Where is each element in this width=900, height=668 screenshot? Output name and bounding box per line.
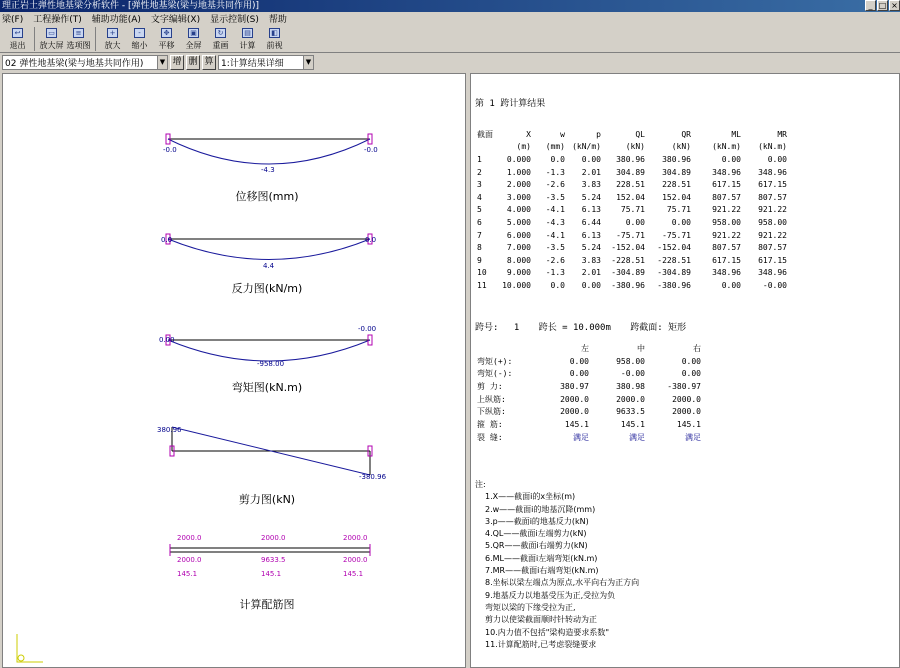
rein-value: 0.00 bbox=[569, 356, 589, 366]
pan-icon: ✥ bbox=[161, 28, 172, 38]
rein-value: 9633.5 bbox=[616, 407, 645, 417]
table-cell: 11 bbox=[477, 280, 487, 290]
table-cell: 348.96 bbox=[712, 268, 741, 278]
table-cell: 0.00 bbox=[767, 154, 787, 164]
zoom-out-button[interactable]: - 缩小 bbox=[131, 29, 148, 50]
table-cell: 304.89 bbox=[662, 167, 691, 177]
table-cell: 380.96 bbox=[616, 154, 645, 164]
rein-value: 满足 bbox=[573, 432, 589, 442]
table-row bbox=[475, 254, 789, 267]
rein-row bbox=[475, 367, 703, 380]
table-cell: -75.71 bbox=[616, 230, 645, 240]
diagram-pane[interactable] bbox=[2, 73, 466, 668]
shear-left-value: 380.96 bbox=[157, 426, 182, 434]
rein-header-cell: 右 bbox=[693, 343, 701, 353]
rein-value: 380.97 bbox=[560, 381, 589, 391]
rein-value: 满足 bbox=[685, 432, 701, 442]
table-cell: 921.22 bbox=[712, 230, 741, 240]
table-cell: X bbox=[526, 129, 531, 139]
disp-right-value: -0.0 bbox=[364, 146, 378, 154]
options-icon: ≡ bbox=[73, 28, 84, 38]
results-heading: 第 1 跨计算结果 bbox=[475, 99, 546, 109]
calculate-button[interactable]: ▤ 计算 bbox=[239, 29, 256, 50]
reinforcement-table bbox=[475, 342, 703, 444]
span-section: 跨截面: 矩形 bbox=[630, 323, 687, 333]
zoom-screen-button[interactable]: ▭ 放大屏 bbox=[39, 29, 64, 50]
table-cell: (kN.m) bbox=[758, 142, 787, 152]
bars-diagram bbox=[170, 534, 370, 578]
table-cell: 2 bbox=[477, 167, 482, 177]
table-cell: 5.24 bbox=[581, 192, 601, 202]
rein-value: 145.1 bbox=[620, 419, 645, 429]
rein-label: 弯矩(+): bbox=[477, 356, 513, 366]
table-cell: 228.51 bbox=[662, 180, 691, 190]
menu-item-help[interactable]: 帮助 bbox=[268, 15, 287, 25]
rein-row bbox=[475, 418, 703, 431]
note-line: 11.计算配筋时,已考虑裂缝要求 bbox=[485, 639, 597, 649]
pan-button[interactable]: ✥ 平移 bbox=[158, 29, 175, 50]
table-cell bbox=[475, 141, 495, 154]
table-cell: 0.0 bbox=[550, 154, 565, 164]
exit-button[interactable]: ↩ 退出 bbox=[9, 29, 26, 50]
table-cell: 3 bbox=[477, 180, 482, 190]
moment-diagram bbox=[159, 325, 376, 368]
table-cell: -2.6 bbox=[545, 255, 565, 265]
table-cell: 0.00 bbox=[581, 154, 601, 164]
bar-stirrup-right: 145.1 bbox=[343, 570, 364, 578]
note-line: 8.坐标以梁左端点为原点,水平向右为正方向 bbox=[485, 578, 640, 588]
table-cell: 0.00 bbox=[721, 154, 741, 164]
rein-value: 145.1 bbox=[676, 419, 701, 429]
table-cell: 921.22 bbox=[758, 205, 787, 215]
rein-value: 满足 bbox=[629, 432, 645, 442]
note-line: 2.w——截面i的地基沉降(mm) bbox=[485, 504, 596, 514]
table-cell: -1.3 bbox=[545, 167, 565, 177]
table-cell: MR bbox=[777, 129, 787, 139]
toolbar bbox=[0, 25, 900, 53]
reaction-left-value: 0.0 bbox=[161, 236, 173, 244]
rein-value: 958.00 bbox=[616, 356, 645, 366]
table-cell: (kN) bbox=[625, 142, 645, 152]
table-cell: -3.5 bbox=[545, 192, 565, 202]
table-cell: 10 bbox=[477, 268, 487, 278]
table-cell: 4 bbox=[477, 192, 482, 202]
bar-mid-left: 2000.0 bbox=[177, 556, 202, 564]
bar-top-left: 2000.0 bbox=[177, 534, 202, 542]
table-cell: 348.96 bbox=[712, 167, 741, 177]
table-cell: -228.51 bbox=[657, 255, 691, 265]
redraw-button[interactable]: ↻ 重画 bbox=[212, 29, 229, 50]
table-cell: -152.04 bbox=[657, 243, 691, 253]
menu-item-beam[interactable]: 梁(F) bbox=[2, 15, 24, 25]
shear-right-value: -380.96 bbox=[359, 473, 387, 481]
table-cell: 7.000 bbox=[506, 243, 531, 253]
table-cell: (kN) bbox=[671, 142, 691, 152]
table-cell: 5.000 bbox=[506, 217, 531, 227]
full-screen-icon: ▣ bbox=[188, 28, 199, 38]
rein-value: 0.00 bbox=[681, 356, 701, 366]
rein-row bbox=[475, 431, 703, 444]
zoom-in-button[interactable]: + 放大 bbox=[104, 29, 121, 50]
moment-left-value: 0.00 bbox=[159, 336, 175, 344]
notes-title: 注: bbox=[475, 480, 486, 489]
span-label: 跨号: bbox=[475, 323, 499, 333]
table-cell: 617.15 bbox=[712, 180, 741, 190]
reaction-curve bbox=[168, 239, 370, 260]
bar-stirrup-mid: 145.1 bbox=[261, 570, 282, 578]
add-button[interactable]: 增 bbox=[170, 55, 184, 70]
note-line: 7.MR——截面i右端弯矩(kN.m) bbox=[485, 566, 599, 576]
note-line: 9.地基反力以地基受压为正,受拉为负 bbox=[485, 590, 616, 600]
span-number: 1 bbox=[513, 323, 520, 333]
result-item-select[interactable] bbox=[218, 55, 314, 70]
rein-value: 145.1 bbox=[564, 419, 589, 429]
table-cell: 921.22 bbox=[758, 230, 787, 240]
table-cell: -380.96 bbox=[611, 280, 645, 290]
table-cell: -2.6 bbox=[545, 180, 565, 190]
table-cell: -4.1 bbox=[545, 230, 565, 240]
table-cell: 9.000 bbox=[506, 268, 531, 278]
table-cell: 1.000 bbox=[506, 167, 531, 177]
table-cell: 0.00 bbox=[625, 217, 645, 227]
table-cell: 5 bbox=[477, 205, 482, 215]
calculate-icon: ▤ bbox=[242, 28, 253, 38]
rein-row bbox=[475, 355, 703, 368]
table-cell: 75.71 bbox=[666, 205, 691, 215]
rein-value: 0.00 bbox=[569, 369, 589, 379]
rein-row bbox=[475, 393, 703, 406]
window-titlebar bbox=[0, 0, 900, 12]
table-cell: 807.57 bbox=[712, 192, 741, 202]
table-cell: (kN.m) bbox=[712, 142, 741, 152]
note-line: 3.p——截面i的地基反力(kN) bbox=[485, 516, 589, 526]
results-pane[interactable] bbox=[470, 73, 900, 668]
table-cell: -4.1 bbox=[545, 205, 565, 215]
note-line: 剪力以使梁截面顺时针转动为正 bbox=[485, 615, 597, 625]
table-cell: QR bbox=[681, 129, 691, 139]
table-cell: 1 bbox=[477, 154, 482, 164]
note-line: 1.X——截面i的x坐标(m) bbox=[485, 492, 576, 502]
table-cell: (m) bbox=[516, 142, 531, 152]
rein-label: 箍 筋: bbox=[477, 419, 503, 429]
table-row bbox=[475, 216, 789, 229]
menu-item-project[interactable]: 工程操作(T) bbox=[33, 15, 82, 25]
table-cell: 2.01 bbox=[581, 268, 601, 278]
calc-item-value: 02 弹性地基梁(梁与地基共同作用) bbox=[5, 58, 144, 69]
table-row bbox=[475, 229, 789, 242]
notes-block bbox=[475, 479, 639, 651]
front-view-icon: ◧ bbox=[269, 28, 280, 38]
selector-bar bbox=[0, 53, 900, 71]
shear-title: 剪力图(kN) bbox=[238, 493, 296, 506]
table-cell: 6 bbox=[477, 217, 482, 227]
calc-item-select[interactable] bbox=[2, 55, 168, 70]
moment-title: 弯矩图(kN.m) bbox=[231, 381, 303, 394]
bars-title: 计算配筋图 bbox=[239, 598, 295, 611]
table-cell: -228.51 bbox=[611, 255, 645, 265]
compute-button[interactable]: 算 bbox=[202, 55, 216, 70]
note-line: 4.QL——截面i左端剪力(kN) bbox=[485, 529, 587, 539]
table-cell: 5.24 bbox=[581, 243, 601, 253]
bar-top-right: 2000.0 bbox=[343, 534, 368, 542]
table-row bbox=[475, 166, 789, 179]
table-cell: 8.000 bbox=[506, 255, 531, 265]
table-cell: 截面 bbox=[477, 129, 493, 139]
chevron-down-icon[interactable]: ▼ bbox=[303, 56, 313, 69]
screen-icon: ▭ bbox=[46, 28, 57, 38]
table-cell: -0.00 bbox=[762, 280, 787, 290]
table-cell: 0.00 bbox=[581, 280, 601, 290]
table-cell: -304.89 bbox=[611, 268, 645, 278]
rein-value: -0.00 bbox=[620, 369, 645, 379]
table-cell: -75.71 bbox=[662, 230, 691, 240]
origin-icon bbox=[18, 655, 24, 661]
table-cell: (kN/m) bbox=[572, 142, 601, 152]
table-cell: 0.00 bbox=[671, 217, 691, 227]
options-button[interactable]: ≡ 选项图 bbox=[66, 29, 91, 50]
table-cell: 6.13 bbox=[581, 205, 601, 215]
table-cell: 6.13 bbox=[581, 230, 601, 240]
table-cell: 0.0 bbox=[550, 280, 565, 290]
redraw-icon: ↻ bbox=[215, 28, 226, 38]
displacement-curve bbox=[168, 139, 370, 164]
reaction-mid-value: 4.4 bbox=[263, 262, 275, 270]
close-button[interactable]: × bbox=[889, 0, 900, 11]
displacement-diagram bbox=[163, 134, 378, 174]
table-header-row bbox=[475, 128, 789, 141]
menu-item-display[interactable]: 显示控制(S) bbox=[210, 15, 259, 25]
zoom-out-icon: - bbox=[134, 28, 145, 38]
bar-stirrup-left: 145.1 bbox=[177, 570, 198, 578]
table-cell: (mm) bbox=[545, 142, 565, 152]
table-cell: -380.96 bbox=[657, 280, 691, 290]
reaction-right-value: 0.0 bbox=[365, 236, 377, 244]
span-length: 跨长 = 10.000m bbox=[538, 323, 611, 333]
table-cell: -1.3 bbox=[545, 268, 565, 278]
table-cell: 0.00 bbox=[721, 280, 741, 290]
zoom-in-icon: + bbox=[107, 28, 118, 38]
table-row bbox=[475, 153, 789, 166]
rein-row bbox=[475, 405, 703, 418]
rein-header-row bbox=[475, 342, 703, 355]
full-screen-button[interactable]: ▣ 全屏 bbox=[185, 29, 202, 50]
table-cell: 152.04 bbox=[616, 192, 645, 202]
table-cell: w bbox=[560, 129, 565, 139]
shear-diagram bbox=[157, 426, 387, 481]
table-row bbox=[475, 191, 789, 204]
toolbar-separator bbox=[95, 27, 96, 51]
table-row bbox=[475, 241, 789, 254]
menu-item-aux[interactable]: 辅助功能(A) bbox=[91, 15, 141, 25]
disp-mid-value: -4.3 bbox=[261, 166, 275, 174]
rein-value: 380.98 bbox=[616, 381, 645, 391]
table-cell: 6.000 bbox=[506, 230, 531, 240]
table-cell: ML bbox=[731, 129, 741, 139]
menu-bar bbox=[0, 12, 900, 25]
moment-mid-value: -958.00 bbox=[257, 360, 285, 368]
rein-value: -380.97 bbox=[667, 381, 701, 391]
table-cell: 4.000 bbox=[506, 205, 531, 215]
rein-header-cell: 中 bbox=[637, 343, 645, 353]
table-cell bbox=[475, 342, 535, 355]
rein-header-cell: 左 bbox=[581, 343, 589, 353]
bar-mid-mid: 9633.5 bbox=[261, 556, 286, 564]
table-cell: 3.83 bbox=[581, 180, 601, 190]
toolbar-separator bbox=[34, 27, 35, 51]
table-cell: 3.83 bbox=[581, 255, 601, 265]
bar-top-mid: 2000.0 bbox=[261, 534, 286, 542]
delete-button[interactable]: 删 bbox=[186, 55, 200, 70]
table-cell: 958.00 bbox=[712, 217, 741, 227]
table-cell: -152.04 bbox=[611, 243, 645, 253]
table-cell: 6.44 bbox=[581, 217, 601, 227]
table-cell: 10.000 bbox=[502, 280, 531, 290]
rein-value: 2000.0 bbox=[672, 394, 701, 404]
moment-right-value: -0.00 bbox=[358, 325, 377, 333]
table-cell: 304.89 bbox=[616, 167, 645, 177]
menu-item-text-edit[interactable]: 文字编辑(X) bbox=[150, 15, 201, 25]
maximize-button[interactable]: □ bbox=[878, 1, 887, 10]
table-row bbox=[475, 267, 789, 280]
table-row bbox=[475, 178, 789, 191]
rein-label: 上纵筋: bbox=[477, 394, 506, 404]
table-cell: 380.96 bbox=[662, 154, 691, 164]
table-cell: -4.3 bbox=[545, 217, 565, 227]
table-cell: -304.89 bbox=[657, 268, 691, 278]
front-view-button[interactable]: ◧ 前视 bbox=[266, 29, 283, 50]
result-item-value: 1:计算结果详细 bbox=[221, 58, 284, 69]
rein-value: 2000.0 bbox=[616, 394, 645, 404]
rein-value: 2000.0 bbox=[560, 394, 589, 404]
diagram-canvas bbox=[3, 74, 465, 667]
table-cell: 807.57 bbox=[758, 243, 787, 253]
note-line: 6.ML——截面i左端弯矩(kN.m) bbox=[485, 553, 598, 563]
rein-label: 剪 力: bbox=[477, 381, 503, 391]
table-row bbox=[475, 279, 789, 292]
table-cell: -3.5 bbox=[545, 243, 565, 253]
note-line: 5.QR——截面i右端剪力(kN) bbox=[485, 541, 588, 551]
table-cell: 617.15 bbox=[712, 255, 741, 265]
note-line: 10.内力值不包括"梁构造要求系数" bbox=[485, 627, 610, 637]
disp-left-value: -0.0 bbox=[163, 146, 177, 154]
reaction-title: 反力图(kN/m) bbox=[231, 282, 303, 295]
exit-icon: ↩ bbox=[12, 28, 23, 38]
bar-mid-right: 2000.0 bbox=[343, 556, 368, 564]
table-cell: 228.51 bbox=[616, 180, 645, 190]
table-cell: 348.96 bbox=[758, 167, 787, 177]
table-cell: 807.57 bbox=[712, 243, 741, 253]
span-line bbox=[475, 320, 686, 333]
table-cell: 3.000 bbox=[506, 192, 531, 202]
rein-value: 0.00 bbox=[681, 369, 701, 379]
table-units-row bbox=[475, 141, 789, 154]
displacement-title: 位移图(mm) bbox=[235, 190, 299, 203]
table-cell: 348.96 bbox=[758, 268, 787, 278]
note-line: 弯矩以梁的下缘受拉为正, bbox=[485, 602, 576, 612]
table-row bbox=[475, 204, 789, 217]
table-cell: 921.22 bbox=[712, 205, 741, 215]
moment-curve bbox=[168, 340, 370, 361]
table-cell: 2.01 bbox=[581, 167, 601, 177]
table-cell: QL bbox=[635, 129, 645, 139]
window-title: 理正岩土弹性地基梁分析软件 - [弹性地基梁(梁与地基共同作用)] bbox=[2, 1, 260, 11]
table-cell: 807.57 bbox=[758, 192, 787, 202]
table-cell: 75.71 bbox=[620, 205, 645, 215]
results-table bbox=[475, 128, 789, 292]
rein-label: 下纵筋: bbox=[477, 407, 506, 417]
table-cell: 8 bbox=[477, 243, 482, 253]
chevron-down-icon[interactable]: ▼ bbox=[157, 56, 167, 69]
rein-label: 弯矩(-): bbox=[477, 369, 513, 379]
reaction-diagram bbox=[161, 234, 376, 270]
table-cell: 7 bbox=[477, 230, 482, 240]
table-cell: 617.15 bbox=[758, 255, 787, 265]
axis-marker-icon bbox=[17, 634, 43, 662]
rein-row bbox=[475, 380, 703, 393]
table-cell: 617.15 bbox=[758, 180, 787, 190]
table-cell: 958.00 bbox=[758, 217, 787, 227]
rein-value: 2000.0 bbox=[672, 407, 701, 417]
rein-value: 2000.0 bbox=[560, 407, 589, 417]
table-cell: 2.000 bbox=[506, 180, 531, 190]
rein-label: 裂 缝: bbox=[477, 432, 503, 442]
table-cell: p bbox=[596, 129, 601, 139]
table-cell: 9 bbox=[477, 255, 482, 265]
table-cell: 0.000 bbox=[506, 154, 531, 164]
table-cell: 152.04 bbox=[662, 192, 691, 202]
minimize-button[interactable]: _ bbox=[865, 0, 876, 11]
